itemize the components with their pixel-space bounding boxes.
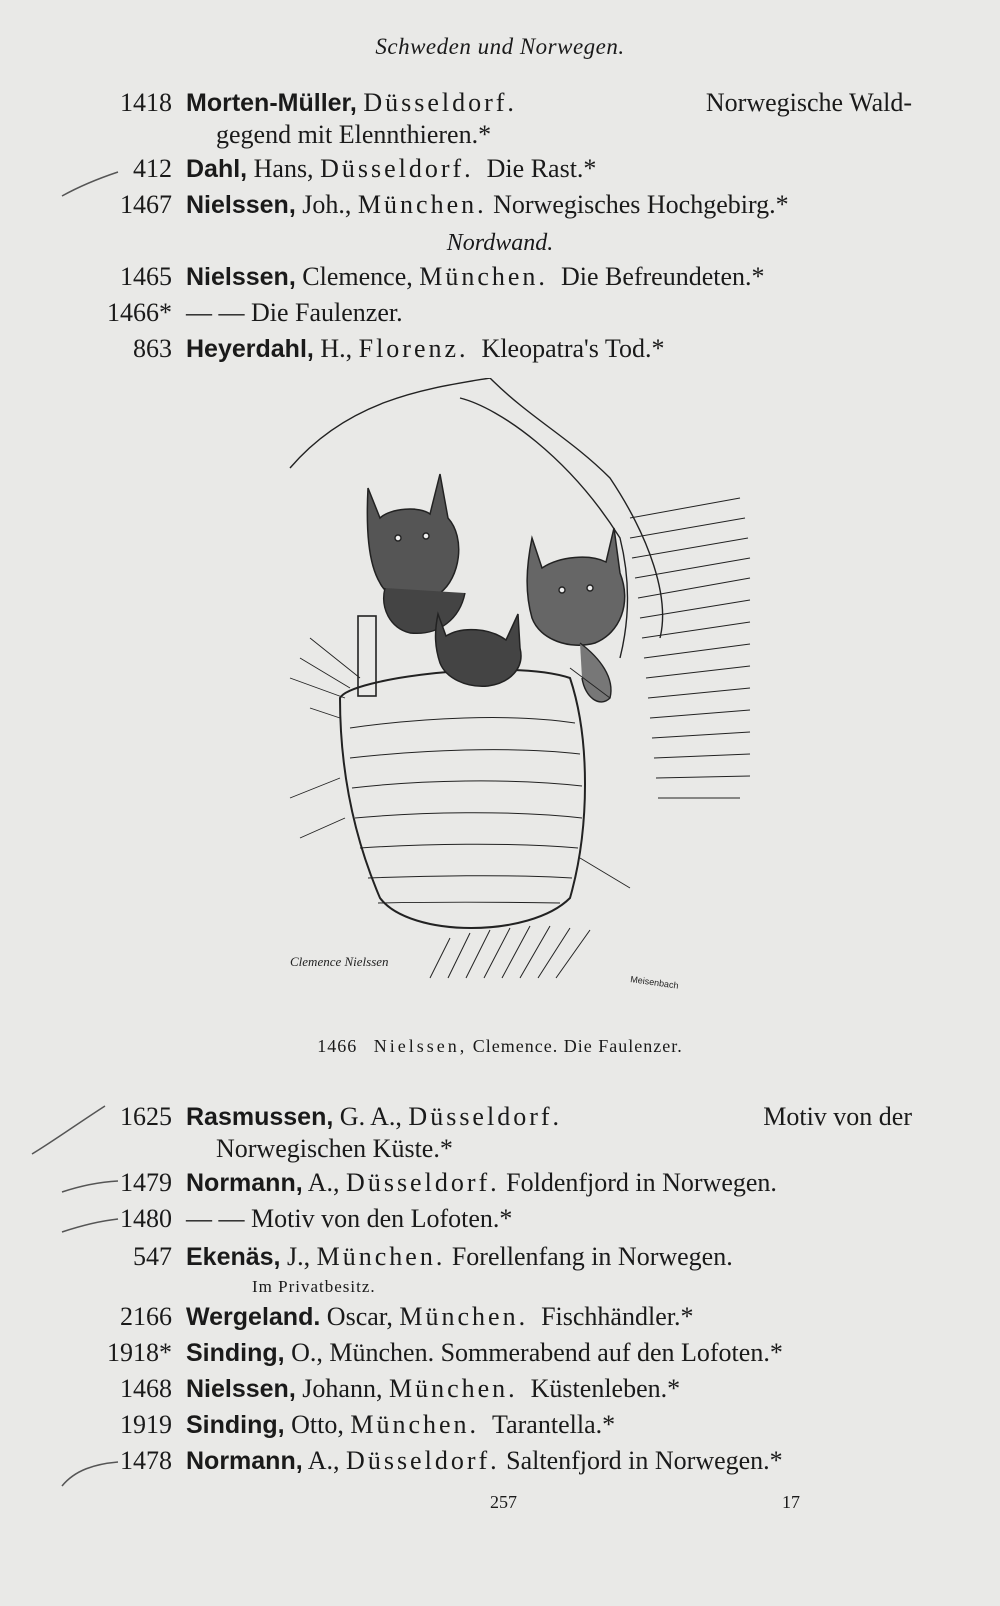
work-title: Motiv von der	[763, 1102, 912, 1131]
work-title-cont: Norwegischen Küste.*	[216, 1134, 453, 1163]
artist-first-name: Clemence,	[302, 262, 413, 291]
entry-number: 1625	[120, 1102, 172, 1131]
artist-first-name: H.,	[320, 334, 353, 363]
artist-city: Düsseldorf.	[346, 1446, 500, 1475]
artist-city: Florenz.	[358, 334, 469, 363]
artist-name: Ekenäs,	[186, 1243, 281, 1271]
artist-name: Sinding,	[186, 1411, 285, 1439]
artist-first-name: J.,	[287, 1242, 311, 1271]
page-number: 257	[490, 1492, 517, 1512]
entry-number: 1919	[120, 1410, 172, 1439]
artist-name: Heyerdahl,	[186, 335, 314, 363]
pencil-check-mark	[60, 1460, 120, 1490]
signature-number: 17	[782, 1492, 800, 1512]
work-title: Kleopatra's Tod.*	[481, 334, 665, 363]
work-title: Sommerabend auf den Lofoten.*	[440, 1338, 783, 1367]
entry-number: 1478	[120, 1446, 172, 1475]
entry-number: 1418	[120, 88, 172, 117]
artist-name: Wergeland.	[186, 1303, 321, 1331]
caption-name: Nielssen,	[373, 1036, 468, 1056]
artist-city: München.	[399, 1302, 529, 1331]
work-title: Motiv von den Lofoten.*	[251, 1204, 513, 1233]
artist-first-name: Oscar,	[326, 1302, 393, 1331]
work-title: Saltenfjord in Norwegen.*	[506, 1446, 783, 1475]
artist-name: Morten-Müller,	[186, 89, 357, 117]
caption-first-name: Clemence.	[472, 1036, 559, 1056]
artist-first-name: Johann,	[302, 1374, 383, 1403]
work-title: Tarantella.*	[492, 1410, 616, 1439]
entry-number: 1467	[120, 190, 172, 219]
ditto-dash: — —	[186, 298, 245, 327]
artist-first-name: Hans,	[253, 154, 314, 183]
pencil-check-mark	[30, 1100, 110, 1160]
illustration-caption	[0, 1036, 1000, 1057]
pencil-check-mark	[60, 1216, 120, 1236]
entry-number: 1468	[120, 1374, 172, 1403]
work-title: Forellenfang in Norwegen.	[451, 1242, 733, 1271]
artist-first-name: Otto,	[291, 1410, 344, 1439]
pencil-check-mark	[60, 1178, 120, 1198]
caption-title: Die Faulenzer.	[563, 1036, 683, 1056]
ditto-dash: — —	[186, 1204, 245, 1233]
artist-city: München.	[357, 190, 487, 219]
artist-city: München.	[419, 262, 548, 291]
entry-number: 1480	[120, 1204, 172, 1233]
work-title: Die Faulenzer.	[251, 298, 403, 327]
artist-city: Düsseldorf.	[320, 154, 474, 183]
work-title: Foldenfjord in Norwegen.	[506, 1168, 777, 1197]
artist-first-name: Joh.,	[302, 190, 352, 219]
entry-number: 547	[133, 1242, 172, 1271]
work-title: Fischhändler.*	[541, 1302, 694, 1331]
artist-name: Nielssen,	[186, 191, 296, 219]
artist-name: Dahl,	[186, 155, 248, 183]
artist-signature: Clemence Nielssen	[290, 954, 389, 969]
artist-city: München.	[388, 1374, 518, 1403]
caption-number: 1466	[317, 1036, 358, 1056]
artist-city: Düsseldorf.	[363, 88, 517, 117]
cats-in-basket-illustration	[270, 378, 770, 1018]
artist-name: Normann,	[186, 1169, 303, 1197]
entry-number: 863	[133, 334, 172, 363]
entry-number: 1466*	[107, 298, 172, 327]
engraver-mark: Meisenbach	[629, 974, 680, 991]
artist-city: München.	[350, 1410, 480, 1439]
artist-name: Normann,	[186, 1447, 303, 1475]
work-title-cont: gegend mit Elennthieren.*	[216, 120, 492, 149]
section-heading: Nordwand.	[446, 230, 554, 256]
work-title: Küstenleben.*	[530, 1374, 681, 1403]
artist-city: Düsseldorf.	[346, 1168, 500, 1197]
work-title: Die Befreundeten.*	[560, 262, 765, 291]
artist-city: München.	[316, 1242, 446, 1271]
pencil-check-mark	[60, 170, 120, 200]
artist-city: München.	[329, 1338, 435, 1367]
artist-city: Düsseldorf.	[408, 1102, 563, 1131]
artist-first-name: O.,	[291, 1338, 323, 1367]
artist-first-name: A.,	[307, 1168, 340, 1197]
artist-first-name: G. A.,	[339, 1102, 402, 1131]
entry-number: 1465	[120, 262, 172, 291]
page-header: Schweden und Norwegen.	[375, 34, 625, 59]
artist-name: Rasmussen,	[186, 1103, 334, 1131]
artist-first-name: A.,	[307, 1446, 340, 1475]
work-title: Die Rast.*	[486, 154, 597, 183]
work-title: Norwegische Wald-	[705, 88, 912, 117]
collection-note: Im Privatbesitz.	[252, 1277, 376, 1296]
entry-number: 412	[133, 154, 172, 183]
entry-number: 2166	[120, 1302, 172, 1331]
artist-name: Nielssen,	[186, 263, 296, 291]
entry-number: 1479	[120, 1168, 172, 1197]
artist-name: Sinding,	[186, 1339, 285, 1367]
artist-name: Nielssen,	[186, 1375, 296, 1403]
entry-number: 1918*	[107, 1338, 172, 1367]
work-title: Norwegisches Hochgebirg.*	[493, 190, 789, 219]
